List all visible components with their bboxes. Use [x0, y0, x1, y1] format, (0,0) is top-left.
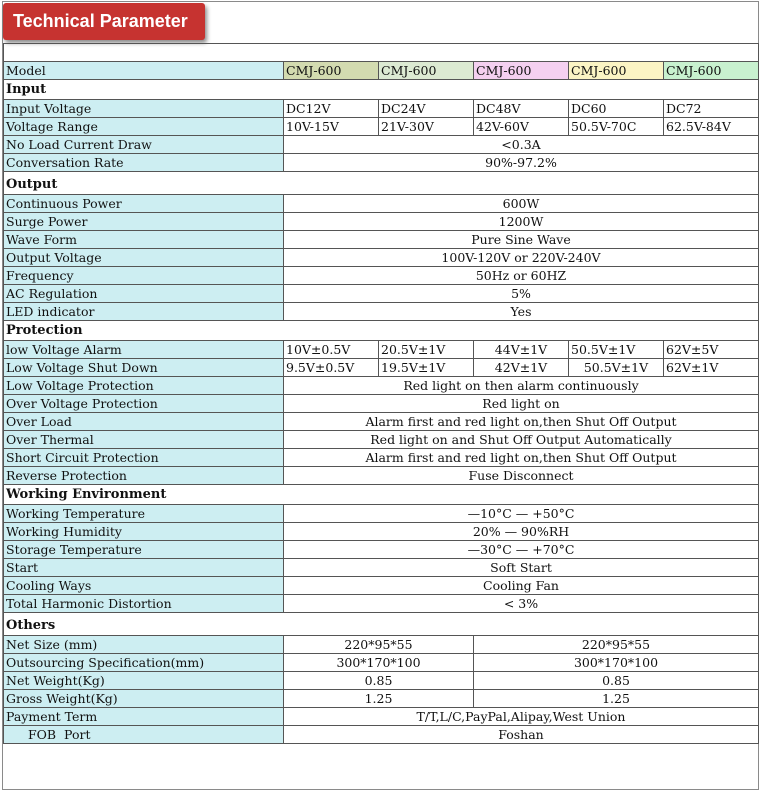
value-cell: 62V±5V	[664, 341, 759, 359]
value-cell: 300*170*100	[474, 654, 759, 672]
row-label: low Voltage Alarm	[4, 341, 284, 359]
row-label: Gross Weight(Kg)	[4, 690, 284, 708]
value-cell: DC12V	[284, 100, 379, 118]
model-cell: CMJ-600	[664, 62, 759, 80]
section-heading-protection	[4, 321, 759, 341]
table-row	[4, 541, 759, 559]
value-cell: 20.5V±1V	[379, 341, 474, 359]
value-cell: 0.85	[284, 672, 474, 690]
row-label: Surge Power	[4, 213, 284, 231]
section-heading-input	[4, 80, 759, 100]
table-row	[4, 377, 759, 395]
table-row	[4, 395, 759, 413]
table-row	[4, 303, 759, 321]
row-label: Storage Temperature	[4, 541, 284, 559]
table-row	[4, 100, 759, 118]
page-title: Technical Parameter	[13, 11, 188, 31]
section-heading-environment	[4, 485, 759, 505]
row-label: Low Voltage Shut Down	[4, 359, 284, 377]
value-cell: 42V-60V	[474, 118, 569, 136]
section-heading: Protection	[4, 321, 759, 341]
value-cell: 50.5V±1V	[569, 359, 664, 377]
value-cell: Soft Start	[284, 559, 759, 577]
value-cell: Red light on then alarm continuously	[284, 377, 759, 395]
table-row	[4, 672, 759, 690]
value-cell: 9.5V±0.5V	[284, 359, 379, 377]
value-cell: 1.25	[284, 690, 474, 708]
table-row	[4, 267, 759, 285]
row-label: Input Voltage	[4, 100, 284, 118]
table-row	[4, 285, 759, 303]
value-cell: 42V±1V	[474, 359, 569, 377]
table-row	[4, 431, 759, 449]
value-cell: 62V±1V	[664, 359, 759, 377]
row-label: Net Weight(Kg)	[4, 672, 284, 690]
row-label: LED indicator	[4, 303, 284, 321]
value-cell: Red light on	[284, 395, 759, 413]
value-cell: 100V-120V or 220V-240V	[284, 249, 759, 267]
value-cell: DC60	[569, 100, 664, 118]
value-cell: Pure Sine Wave	[284, 231, 759, 249]
value-cell: 0.85	[474, 672, 759, 690]
value-cell: 1.25	[474, 690, 759, 708]
row-label: Start	[4, 559, 284, 577]
value-cell: <0.3A	[284, 136, 759, 154]
value-cell: Cooling Fan	[284, 577, 759, 595]
row-label: Reverse Protection	[4, 467, 284, 485]
row-label: Low Voltage Protection	[4, 377, 284, 395]
row-label: AC Regulation	[4, 285, 284, 303]
row-label: Cooling Ways	[4, 577, 284, 595]
spacer-row	[4, 44, 759, 62]
value-cell: 300*170*100	[284, 654, 474, 672]
row-label: Working Temperature	[4, 505, 284, 523]
value-cell: < 3%	[284, 595, 759, 613]
table-row	[4, 636, 759, 654]
value-cell: 220*95*55	[284, 636, 474, 654]
value-cell: 19.5V±1V	[379, 359, 474, 377]
table-row	[4, 523, 759, 541]
row-label: FOB Port	[4, 726, 284, 744]
table-row	[4, 505, 759, 523]
table-row	[4, 118, 759, 136]
row-label: Voltage Range	[4, 118, 284, 136]
value-cell: DC48V	[474, 100, 569, 118]
table-row	[4, 213, 759, 231]
table-row	[4, 690, 759, 708]
row-label: Model	[4, 62, 284, 80]
value-cell: 50.5V±1V	[569, 341, 664, 359]
value-cell: —10°C — +50°C	[284, 505, 759, 523]
table-row	[4, 341, 759, 359]
table-row	[4, 413, 759, 431]
model-cell: CMJ-600	[474, 62, 569, 80]
table-row	[4, 136, 759, 154]
value-cell: 600W	[284, 195, 759, 213]
row-label: Wave Form	[4, 231, 284, 249]
value-cell: 10V±0.5V	[284, 341, 379, 359]
model-cell: CMJ-600	[569, 62, 664, 80]
row-label: Short Circuit Protection	[4, 449, 284, 467]
section-heading-others	[4, 613, 759, 636]
model-cell: CMJ-600	[379, 62, 474, 80]
title-banner	[3, 3, 205, 40]
table-row	[4, 231, 759, 249]
value-cell: 62.5V-84V	[664, 118, 759, 136]
table-row	[4, 726, 759, 744]
value-cell: 90%-97.2%	[284, 154, 759, 172]
row-label: No Load Current Draw	[4, 136, 284, 154]
value-cell: 20% — 90%RH	[284, 523, 759, 541]
row-label: Payment Term	[4, 708, 284, 726]
value-cell: DC24V	[379, 100, 474, 118]
table-row	[4, 449, 759, 467]
value-cell: 44V±1V	[474, 341, 569, 359]
table-row	[4, 559, 759, 577]
value-cell: 50Hz or 60HZ	[284, 267, 759, 285]
row-label: Over Voltage Protection	[4, 395, 284, 413]
spec-table	[3, 43, 759, 744]
table-row	[4, 577, 759, 595]
row-label: Net Size (mm)	[4, 636, 284, 654]
value-cell: Red light on and Shut Off Output Automatically	[284, 431, 759, 449]
row-label: Total Harmonic Distortion	[4, 595, 284, 613]
table-row	[4, 359, 759, 377]
value-cell: 50.5V-70C	[569, 118, 664, 136]
section-heading: Working Environment	[4, 485, 759, 505]
value-cell: 21V-30V	[379, 118, 474, 136]
table-row	[4, 654, 759, 672]
value-cell: Foshan	[284, 726, 759, 744]
table-row	[4, 249, 759, 267]
value-cell: T/T,L/C,PayPal,Alipay,West Union	[284, 708, 759, 726]
section-heading: Input	[4, 80, 759, 100]
value-cell: DC72	[664, 100, 759, 118]
value-cell: 5%	[284, 285, 759, 303]
row-label: Continuous Power	[4, 195, 284, 213]
table-row	[4, 195, 759, 213]
table-row	[4, 595, 759, 613]
table-row	[4, 467, 759, 485]
section-heading-output	[4, 172, 759, 195]
value-cell: Alarm first and red light on,then Shut Off Output	[284, 413, 759, 431]
row-label: Working Humidity	[4, 523, 284, 541]
model-cell: CMJ-600	[284, 62, 379, 80]
row-label: Frequency	[4, 267, 284, 285]
table-row	[4, 708, 759, 726]
row-label: Outsourcing Specification(mm)	[4, 654, 284, 672]
value-cell: 1200W	[284, 213, 759, 231]
section-heading: Output	[4, 172, 759, 195]
value-cell: Alarm first and red light on,then Shut Off Output	[284, 449, 759, 467]
table-row	[4, 154, 759, 172]
value-cell: 10V-15V	[284, 118, 379, 136]
value-cell: Fuse Disconnect	[284, 467, 759, 485]
value-cell: Yes	[284, 303, 759, 321]
row-label: Conversation Rate	[4, 154, 284, 172]
section-heading: Others	[4, 613, 759, 636]
value-cell: 220*95*55	[474, 636, 759, 654]
row-label: Over Load	[4, 413, 284, 431]
row-label: Over Thermal	[4, 431, 284, 449]
table-row-model	[4, 62, 759, 80]
value-cell: —30°C — +70°C	[284, 541, 759, 559]
row-label: Output Voltage	[4, 249, 284, 267]
